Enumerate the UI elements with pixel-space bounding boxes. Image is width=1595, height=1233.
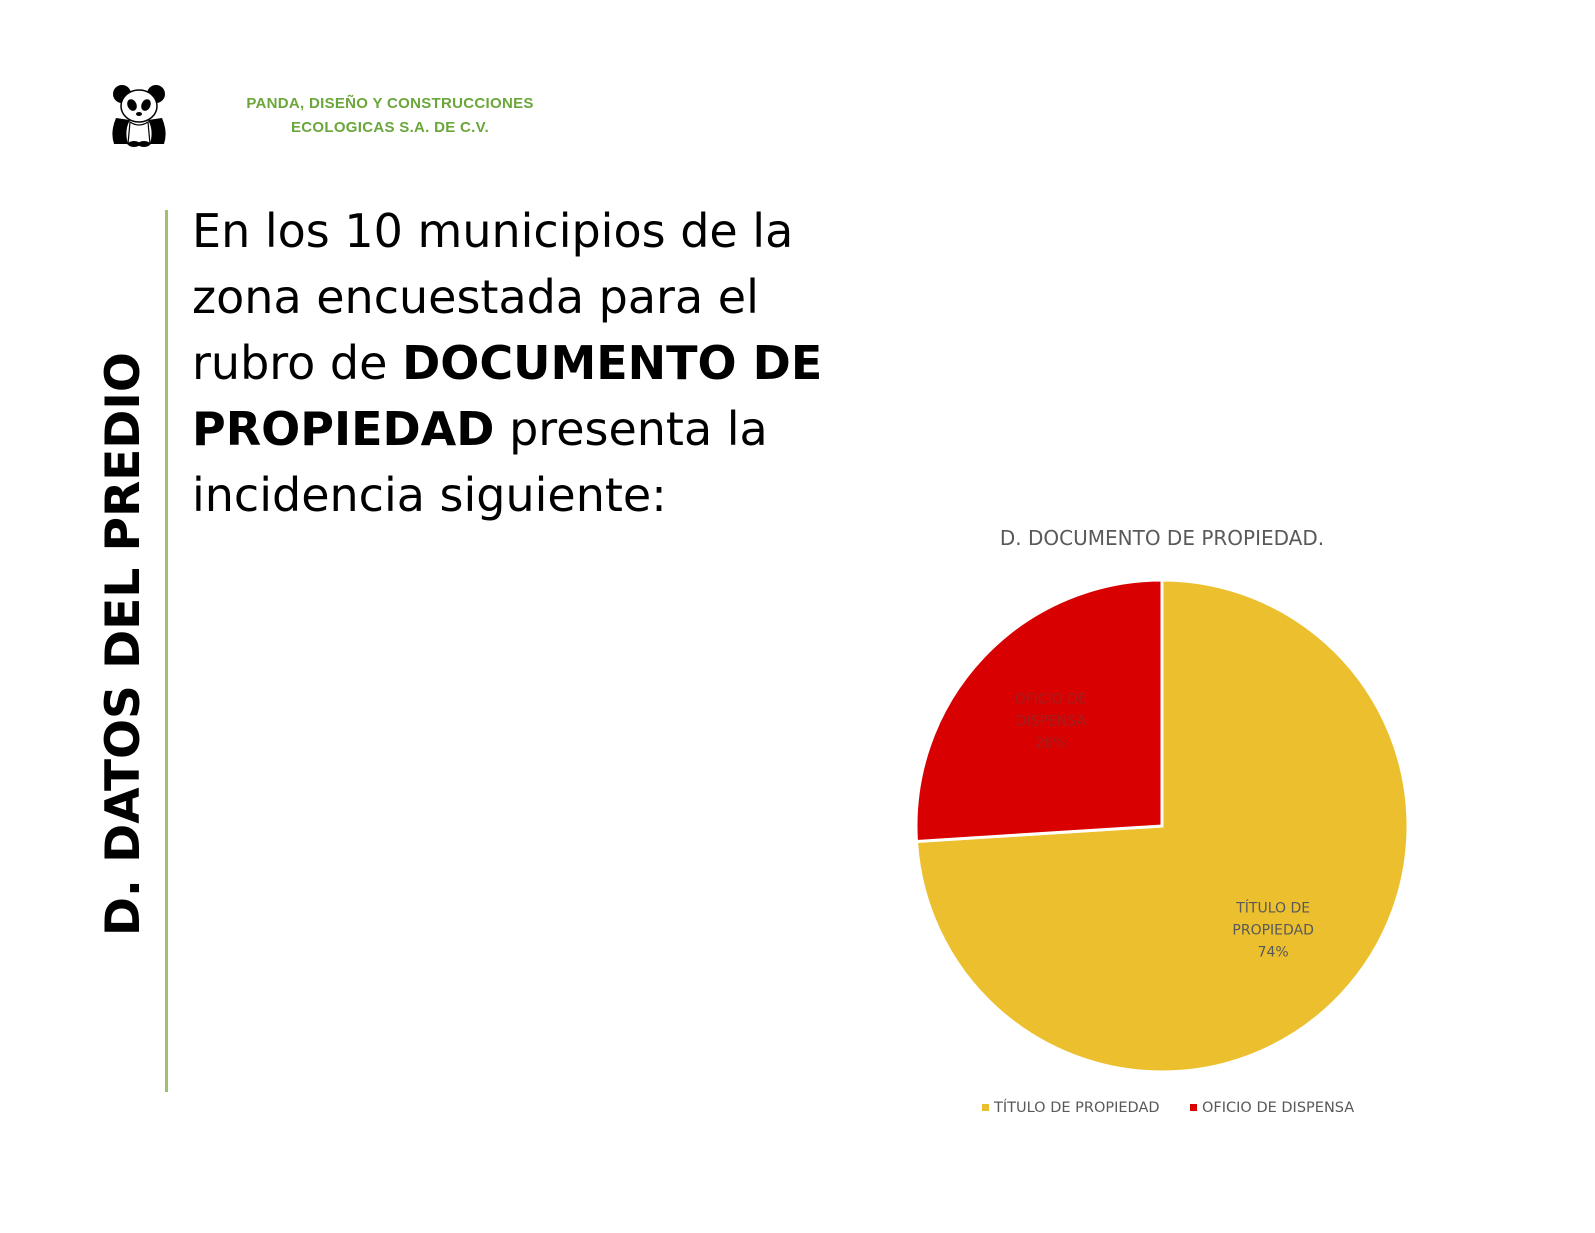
- legend-item-1: [1190, 1100, 1354, 1116]
- company-name: [200, 92, 580, 140]
- panda-logo-icon: [108, 82, 170, 148]
- legend-swatch-1: [1190, 1104, 1197, 1111]
- divider-line: [165, 210, 168, 1092]
- slice-label-0: TÍTULO DE PROPIEDAD 74%: [1232, 900, 1314, 961]
- intro-paragraph: [192, 198, 832, 528]
- pie-slice-1: [916, 580, 1162, 841]
- legend-item-0: [982, 1099, 1160, 1116]
- legend-label-0: TÍTULO DE PROPIEDAD: [994, 1100, 1160, 1116]
- intro-text-bold: DOCUMENTO DE PROPIEDAD: [192, 336, 823, 456]
- legend-swatch-0: [982, 1104, 989, 1111]
- chart-title: D. DOCUMENTO DE PROPIEDAD.: [999, 526, 1325, 550]
- pie-chart: [880, 515, 1480, 1135]
- company-name-line1: PANDA, DISEÑO Y CONSTRUCCIONES: [246, 95, 534, 112]
- slice-label-1: OFICIO DE DISPENSA 26%: [1014, 691, 1087, 752]
- section-title: D. DATOS DEL PREDIO: [96, 352, 151, 936]
- legend-label-1: OFICIO DE DISPENSA: [1202, 1100, 1355, 1116]
- intro-text-part1: En los 10 municipios de la zona encuestada para el rubro de: [192, 204, 794, 390]
- company-name-line2: ECOLOGICAS S.A. DE C.V.: [290, 119, 490, 136]
- intro-text-part2: presenta la incidencia siguiente:: [192, 402, 768, 522]
